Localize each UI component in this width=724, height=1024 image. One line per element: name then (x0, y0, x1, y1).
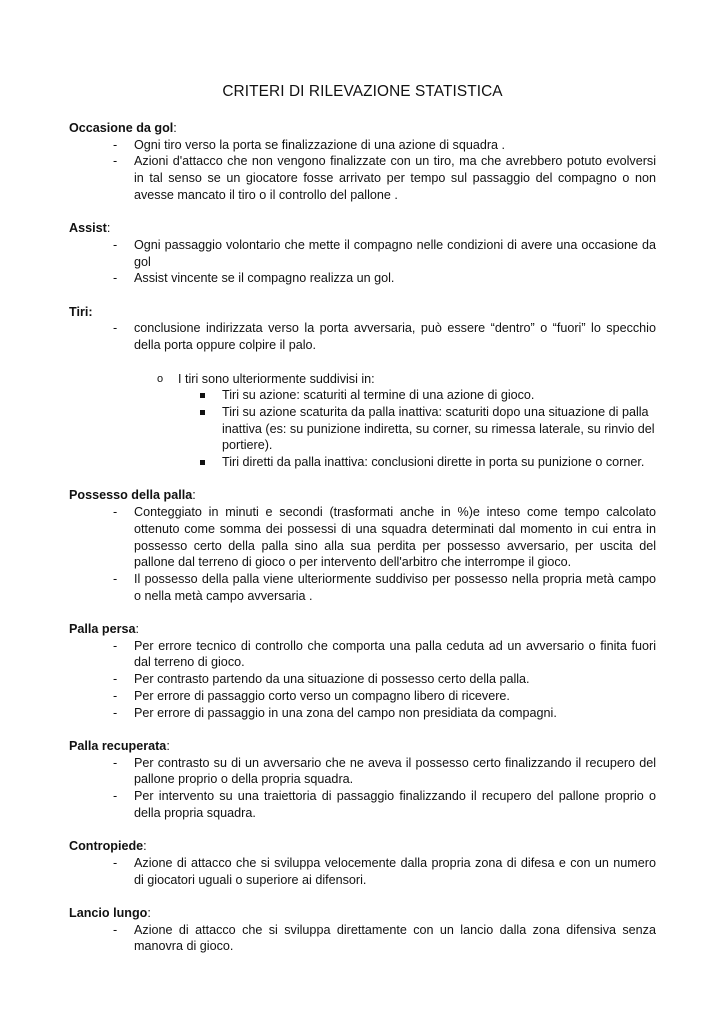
sub-list-item (69, 404, 656, 454)
dash-marker: - (113, 672, 118, 687)
sub-list-item-text: Tiri su azione scaturita da palla inattiva: scaturiti dopo una situazione di palla inattiva (es: su punizione indiretta, su corner, su rimessa laterale, su rinvio del portiere). (222, 404, 655, 453)
section-tiri (69, 304, 656, 471)
heading-colon: : (173, 121, 177, 135)
list-item (69, 705, 656, 722)
list-item-text: Per contrasto su di un avversario che ne aveva il possesso certo finalizzando il recupero del pallone proprio o della propria squadra. (134, 755, 656, 787)
list-item (69, 153, 656, 203)
section-heading-text: Tiri: (69, 304, 93, 319)
dash-marker: - (113, 789, 118, 804)
list-item (69, 688, 656, 705)
dash-marker: - (113, 855, 118, 870)
list-item (69, 504, 656, 571)
dash-marker: - (113, 705, 118, 720)
section-possesso-della-palla (69, 487, 656, 604)
sub-list-block (69, 371, 656, 471)
bullet-list (69, 504, 656, 604)
section-heading-text: Occasione da gol (69, 121, 174, 135)
sub-list-item-text: Tiri diretti da palla inattiva: conclusioni dirette in porta su punizione o corner. (222, 455, 645, 470)
section-heading-text: Palla persa (69, 622, 136, 637)
section-assist (69, 220, 656, 287)
dash-marker: - (113, 638, 118, 653)
section-heading (69, 838, 656, 855)
section-heading-text: Possesso della palla (69, 488, 193, 503)
sub-list-item (69, 387, 656, 404)
section-heading (69, 304, 656, 321)
section-heading (69, 905, 656, 922)
section-heading (69, 738, 656, 755)
document-body (69, 120, 656, 972)
list-item-text: Per errore di passaggio in una zona del campo non presidiata da compagni. (134, 705, 557, 720)
heading-colon: : (166, 738, 170, 753)
dash-marker: - (113, 505, 118, 520)
dash-marker: - (113, 571, 118, 586)
bullet-list (69, 638, 656, 722)
section-heading (69, 120, 656, 137)
heading-colon: : (135, 622, 140, 637)
list-item-text: Ogni tiro verso la porta se finalizzazione di una azione di squadra . (134, 137, 506, 152)
dash-marker: - (113, 154, 118, 169)
section-heading-text: Palla recuperata (69, 738, 167, 753)
section-heading (69, 220, 656, 237)
list-item-text: Per errore tecnico di controllo che comporta una palla ceduta ad un avversario o finita fuori dal terreno di gioco. (134, 638, 656, 670)
sub-list-item-text: Tiri su azione: scaturiti al termine di una azione di gioco. (222, 388, 535, 403)
sub-list-intro (69, 371, 656, 388)
list-item-text: Per contrasto partendo da una situazione di possesso certo della palla. (134, 672, 530, 687)
dash-marker: - (113, 688, 118, 703)
list-item-text: Azione di attacco che si sviluppa velocemente dalla propria zona di difesa e con un numero di giocatori uguali o superiore ai difensori. (134, 855, 656, 887)
sub-list-intro-text: I tiri sono ulteriormente suddivisi in: (178, 371, 375, 386)
sub-list-item (69, 454, 656, 471)
list-item-text: Il possesso della palla viene ulteriormente suddiviso per possesso nella propria metà campo o nella metà campo avversaria . (134, 571, 656, 603)
list-item (69, 788, 656, 821)
square-marker (200, 460, 205, 465)
dash-marker: - (113, 321, 118, 336)
list-item-text: conclusione indirizzata verso la porta avversaria, può essere “dentro” o “fuori” lo specchio della porta oppure colpire il palo. (134, 321, 656, 353)
bullet-list (69, 320, 656, 353)
list-item-text: Azioni d'attacco che non vengono finalizzate con un tiro, ma che avrebbero potuto evolversi in tal senso se un giocatore fosse arrivato per tempo sul passaggio del compagno o non avesse mancato il tiro o il controllo del pallone . (134, 154, 656, 202)
document-title: CRITERI DI RILEVAZIONE STATISTICA (222, 83, 503, 100)
list-item (69, 237, 656, 270)
dash-marker: - (113, 922, 118, 937)
list-item (69, 137, 656, 154)
circle-marker: o (157, 372, 164, 385)
square-marker (200, 410, 205, 415)
section-contropiede (69, 838, 656, 888)
heading-colon: : (147, 905, 151, 920)
bullet-list (69, 137, 656, 204)
section-heading (69, 621, 656, 638)
square-marker (200, 393, 205, 398)
list-item (69, 571, 656, 604)
dash-marker: - (113, 237, 118, 252)
bullet-list (69, 855, 656, 888)
heading-colon: : (106, 221, 111, 236)
list-item-text: Ogni passaggio volontario che mette il compagno nelle condizioni di avere una occasione da gol (134, 237, 656, 269)
list-item (69, 922, 656, 955)
list-item-text: Azione di attacco che si sviluppa direttamente con un lancio dalla zona difensiva senza manovra di gioco. (134, 922, 656, 954)
bullet-list (69, 755, 656, 822)
list-item (69, 638, 656, 671)
list-item (69, 855, 656, 888)
dash-marker: - (113, 137, 118, 152)
list-item (69, 320, 656, 353)
bullet-list (69, 237, 656, 287)
list-item-text: Per errore di passaggio corto verso un compagno libero di ricevere. (134, 688, 510, 703)
section-heading-text: Contropiede (69, 839, 144, 854)
section-heading (69, 487, 656, 504)
list-item-text: Conteggiato in minuti e secondi (trasformati anche in %)e inteso come tempo calcolato ottenuto come somma dei possessi di una squadra determinati dal momento in cui entra in possesso certo della palla sino alla sua perdita per possesso avversario, per uscita del pallone dal terreno di gioco o per intervento dell'arbitro che interrompe il gioco. (134, 505, 656, 570)
bullet-list (69, 922, 656, 955)
list-item-text: Assist vincente se il compagno realizza un gol. (134, 271, 395, 286)
list-item (69, 671, 656, 688)
list-item-text: Per intervento su una traiettoria di passaggio finalizzando il recupero del pallone proprio o della propria squadra. (134, 789, 656, 820)
section-lancio-lungo (69, 905, 656, 955)
section-heading-text: Assist (69, 221, 107, 236)
list-item (69, 755, 656, 788)
section-occasione-da-gol (69, 120, 656, 204)
heading-colon: : (143, 839, 147, 854)
dash-marker: - (113, 755, 118, 770)
list-item (69, 270, 656, 287)
section-palla-recuperata (69, 738, 656, 822)
square-bullet-list (69, 387, 656, 471)
section-palla-persa (69, 621, 656, 721)
section-heading-text: Lancio lungo (69, 905, 148, 920)
heading-colon: : (192, 488, 196, 503)
dash-marker: - (113, 271, 118, 286)
